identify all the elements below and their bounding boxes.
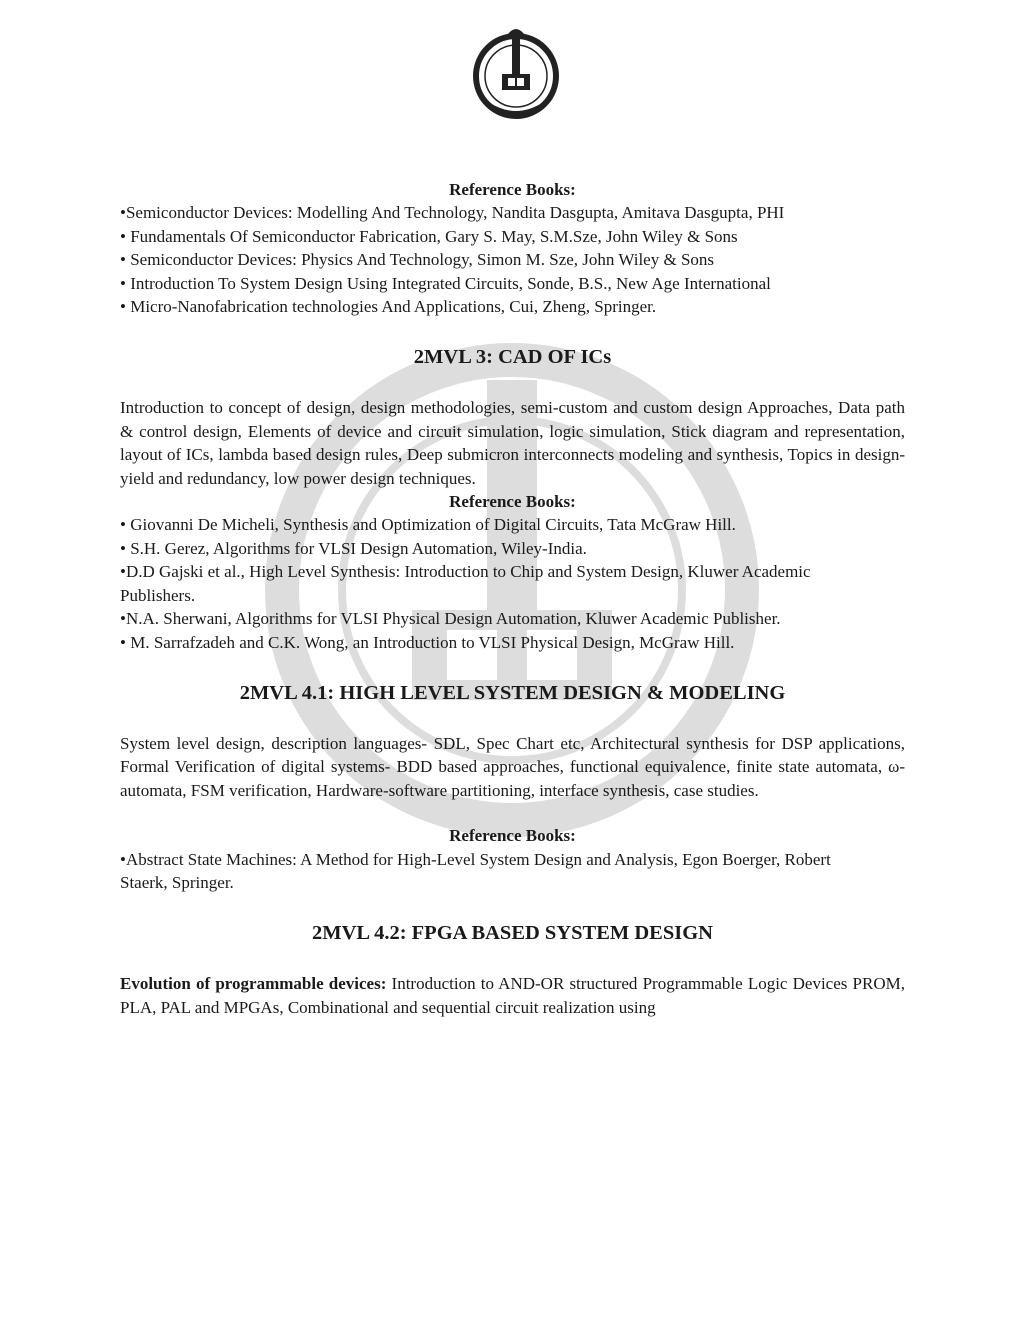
list-item: •D.D Gajski et al., High Level Synthesis: Introduction to Chip and System Design, Kluwer Academic Publishers. — [120, 562, 811, 605]
list-item: • Micro-Nanofabrication technologies And Applications, Cui, Zheng, Springer. — [120, 297, 657, 317]
reference-books-heading: Reference Books: — [449, 826, 576, 846]
list-item: • S.H. Gerez, Algorithms for VLSI Design Automation, Wiley-India. — [120, 538, 587, 558]
reference-books-heading: Reference Books: — [449, 492, 576, 512]
reference-list — [120, 513, 905, 653]
section-body-fpga — [120, 972, 905, 1019]
section-title-cad: 2MVL 3: CAD OF ICs — [413, 346, 612, 369]
list-item: • Giovanni De Micheli, Synthesis and Optimization of Digital Circuits, Tata McGraw Hill. — [120, 515, 736, 535]
section-lead-fpga: Evolution of programmable devices: — [120, 974, 387, 994]
section-title-fpga: 2MVL 4.2: FPGA BASED SYSTEM DESIGN — [312, 922, 713, 945]
document-page — [120, 178, 905, 1019]
reference-books-heading: Reference Books: — [449, 180, 576, 199]
section-body-hlsd: System level design, description languages- SDL, Spec Chart etc, Architectural synthesis for DSP applications, Formal Verification of digital systems- BDD based approaches, functional equivalence, finite state automata, ω-automata, FSM verification, Hardware-software partitioning, interface synthesis, case studies. — [120, 733, 905, 800]
list-item: • Fundamentals Of Semiconductor Fabrication, Gary S. May, S.M.Sze, John Wiley & Sons — [120, 226, 738, 246]
section-body-cad: Introduction to concept of design, design methodologies, semi-custom and custom design Approaches, Data path & control design, Elements of device and circuit simulation, logic simulation, Stick diagram and representation, layout of ICs, lambda based design rules, Deep submicron interconnects modeling and synthesis, Topics in design-yield and redundancy, low power design techniques. — [120, 398, 905, 488]
list-item: • Semiconductor Devices: Physics And Technology, Simon M. Sze, John Wiley & Sons — [120, 250, 715, 270]
university-seal-icon — [468, 26, 564, 122]
list-item: •Abstract State Machines: A Method for High-Level System Design and Analysis, Egon Boerger, Robert Staerk, Springer. — [120, 849, 831, 892]
list-item: • Introduction To System Design Using Integrated Circuits, Sonde, B.S., New Age International — [120, 273, 771, 293]
reference-list — [120, 201, 905, 318]
list-item: •N.A. Sherwani, Algorithms for VLSI Physical Design Automation, Kluwer Academic Publisher. — [120, 609, 781, 629]
section-text-fpga: Introduction to AND-OR structured Programmable Logic Devices PROM, PLA, PAL and MPGAs, Combinational and sequential circuit realization using — [120, 974, 905, 1017]
list-item: • M. Sarrafzadeh and C.K. Wong, an Introduction to VLSI Physical Design, McGraw Hill. — [120, 632, 735, 652]
reference-list — [120, 848, 905, 895]
section-title-hlsd: 2MVL 4.1: HIGH LEVEL SYSTEM DESIGN & MODELING — [239, 681, 786, 704]
list-item: •Semiconductor Devices: Modelling And Technology, Nandita Dasgupta, Amitava Dasgupta, PHI — [120, 203, 785, 223]
